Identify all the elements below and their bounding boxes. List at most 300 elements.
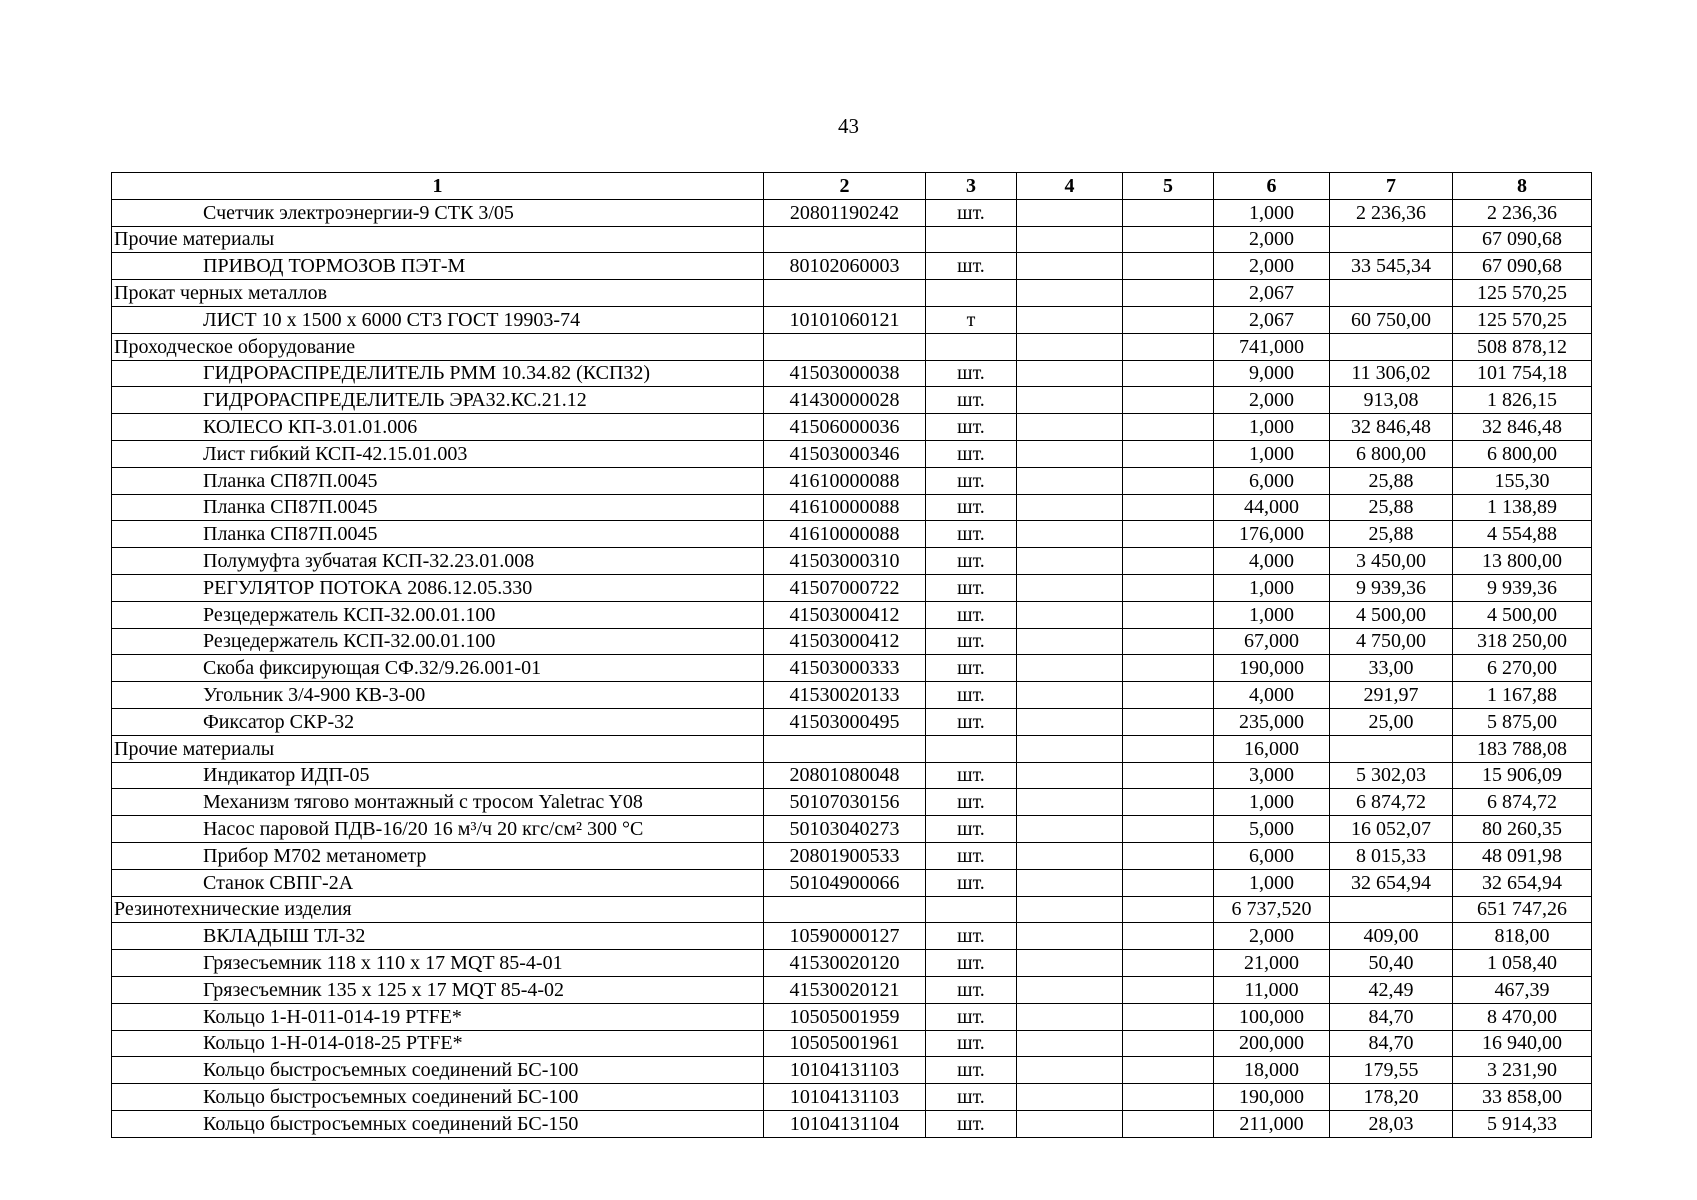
price-cell: 5 302,03: [1330, 762, 1453, 789]
col4-cell: [1017, 1084, 1123, 1111]
col4-cell: [1017, 708, 1123, 735]
total-cell: 15 906,09: [1453, 762, 1592, 789]
unit-cell: шт.: [926, 199, 1017, 226]
quantity-cell: 67,000: [1214, 628, 1330, 655]
code-cell: [764, 226, 926, 253]
unit-cell: шт.: [926, 816, 1017, 843]
price-cell: [1330, 333, 1453, 360]
col4-cell: [1017, 280, 1123, 307]
materials-table: [111, 172, 1592, 1138]
total-cell: 155,30: [1453, 467, 1592, 494]
quantity-cell: 1,000: [1214, 601, 1330, 628]
code-cell: 50104900066: [764, 869, 926, 896]
unit-cell: шт.: [926, 789, 1017, 816]
col5-cell: [1123, 655, 1214, 682]
name-cell: Кольцо быстросъемных соединений БС-150: [112, 1110, 764, 1137]
code-cell: 41506000036: [764, 414, 926, 441]
quantity-cell: 741,000: [1214, 333, 1330, 360]
col5-cell: [1123, 976, 1214, 1003]
quantity-cell: 2,067: [1214, 306, 1330, 333]
name-cell: Индикатор ИДП-05: [112, 762, 764, 789]
table-row: [112, 494, 1592, 521]
quantity-cell: 2,000: [1214, 253, 1330, 280]
name-cell: Насос паровой ПДВ-16/20 16 м³/ч 20 кгс/см² 300 °С: [112, 816, 764, 843]
table-row: [112, 708, 1592, 735]
name-cell: Кольцо 1-Н-014-018-25 PTFE*: [112, 1030, 764, 1057]
price-cell: 913,08: [1330, 387, 1453, 414]
price-cell: 32 654,94: [1330, 869, 1453, 896]
price-cell: 6 800,00: [1330, 440, 1453, 467]
price-cell: 409,00: [1330, 923, 1453, 950]
quantity-cell: 190,000: [1214, 1084, 1330, 1111]
code-cell: 41503000310: [764, 548, 926, 575]
col5-cell: [1123, 950, 1214, 977]
col5-cell: [1123, 199, 1214, 226]
col5-cell: [1123, 762, 1214, 789]
unit-cell: шт.: [926, 253, 1017, 280]
col4-cell: [1017, 655, 1123, 682]
col5-cell: [1123, 226, 1214, 253]
code-cell: 10104131103: [764, 1057, 926, 1084]
col5-cell: [1123, 708, 1214, 735]
unit-cell: [926, 333, 1017, 360]
table-row: [112, 655, 1592, 682]
quantity-cell: 1,000: [1214, 199, 1330, 226]
unit-cell: [926, 226, 1017, 253]
col5-cell: [1123, 467, 1214, 494]
code-cell: 41507000722: [764, 574, 926, 601]
col4-cell: [1017, 628, 1123, 655]
name-cell: Скоба фиксирующая СФ.32/9.26.001-01: [112, 655, 764, 682]
table-row: [112, 1110, 1592, 1137]
price-cell: 2 236,36: [1330, 199, 1453, 226]
col4-cell: [1017, 869, 1123, 896]
name-cell: Кольцо быстросъемных соединений БС-100: [112, 1057, 764, 1084]
code-cell: 10104131104: [764, 1110, 926, 1137]
unit-cell: шт.: [926, 521, 1017, 548]
table-row: [112, 521, 1592, 548]
code-cell: [764, 280, 926, 307]
page-number: 43: [838, 114, 859, 138]
unit-cell: шт.: [926, 842, 1017, 869]
price-cell: 3 450,00: [1330, 548, 1453, 575]
code-cell: [764, 896, 926, 923]
table-row: [112, 1084, 1592, 1111]
price-cell: 6 874,72: [1330, 789, 1453, 816]
quantity-cell: 2,067: [1214, 280, 1330, 307]
quantity-cell: 16,000: [1214, 735, 1330, 762]
quantity-cell: 44,000: [1214, 494, 1330, 521]
total-cell: 80 260,35: [1453, 816, 1592, 843]
price-cell: 25,88: [1330, 467, 1453, 494]
code-cell: 41530020120: [764, 950, 926, 977]
total-cell: 67 090,68: [1453, 253, 1592, 280]
price-cell: 42,49: [1330, 976, 1453, 1003]
quantity-cell: 21,000: [1214, 950, 1330, 977]
col4-cell: [1017, 253, 1123, 280]
price-cell: 60 750,00: [1330, 306, 1453, 333]
total-cell: 818,00: [1453, 923, 1592, 950]
col5-cell: [1123, 1110, 1214, 1137]
name-cell: ВКЛАДЫШ ТЛ-32: [112, 923, 764, 950]
unit-cell: шт.: [926, 950, 1017, 977]
col4-cell: [1017, 896, 1123, 923]
quantity-cell: 190,000: [1214, 655, 1330, 682]
quantity-cell: 3,000: [1214, 762, 1330, 789]
name-cell: КОЛЕСО КП-3.01.01.006: [112, 414, 764, 441]
name-cell: Прибор М702 метанометр: [112, 842, 764, 869]
total-cell: 101 754,18: [1453, 360, 1592, 387]
col5-cell: [1123, 360, 1214, 387]
col5-cell: [1123, 494, 1214, 521]
table-row: [112, 387, 1592, 414]
quantity-cell: 4,000: [1214, 682, 1330, 709]
col4-cell: [1017, 923, 1123, 950]
total-cell: 8 470,00: [1453, 1003, 1592, 1030]
group-row: [112, 896, 1592, 923]
code-cell: 41610000088: [764, 521, 926, 548]
col4-cell: [1017, 521, 1123, 548]
col5-cell: [1123, 440, 1214, 467]
quantity-cell: 5,000: [1214, 816, 1330, 843]
total-cell: 125 570,25: [1453, 280, 1592, 307]
unit-cell: [926, 896, 1017, 923]
column-header: 7: [1330, 173, 1453, 200]
col4-cell: [1017, 789, 1123, 816]
price-cell: 25,88: [1330, 521, 1453, 548]
total-cell: 1 138,89: [1453, 494, 1592, 521]
name-cell: Грязесъемник 118 х 110 х 17 MQT 85-4-01: [112, 950, 764, 977]
total-cell: 1 167,88: [1453, 682, 1592, 709]
name-cell: Лист гибкий КСП-42.15.01.003: [112, 440, 764, 467]
name-cell: Механизм тягово монтажный с тросом Yaletrac Y08: [112, 789, 764, 816]
price-cell: 11 306,02: [1330, 360, 1453, 387]
col4-cell: [1017, 548, 1123, 575]
table-row: [112, 414, 1592, 441]
name-cell: Кольцо быстросъемных соединений БС-100: [112, 1084, 764, 1111]
col5-cell: [1123, 601, 1214, 628]
name-cell: Кольцо 1-Н-011-014-19 PTFE*: [112, 1003, 764, 1030]
price-cell: [1330, 226, 1453, 253]
table-row: [112, 682, 1592, 709]
price-cell: 25,00: [1330, 708, 1453, 735]
unit-cell: шт.: [926, 628, 1017, 655]
table-row: [112, 950, 1592, 977]
price-cell: [1330, 280, 1453, 307]
quantity-cell: 235,000: [1214, 708, 1330, 735]
group-row: [112, 280, 1592, 307]
unit-cell: шт.: [926, 360, 1017, 387]
col4-cell: [1017, 226, 1123, 253]
code-cell: 50107030156: [764, 789, 926, 816]
col4-cell: [1017, 1003, 1123, 1030]
col4-cell: [1017, 574, 1123, 601]
table-row: [112, 869, 1592, 896]
quantity-cell: 100,000: [1214, 1003, 1330, 1030]
table-row: [112, 816, 1592, 843]
col5-cell: [1123, 628, 1214, 655]
col5-cell: [1123, 923, 1214, 950]
code-cell: [764, 735, 926, 762]
col5-cell: [1123, 1030, 1214, 1057]
total-cell: 5 875,00: [1453, 708, 1592, 735]
price-cell: 16 052,07: [1330, 816, 1453, 843]
column-header: 6: [1214, 173, 1330, 200]
col5-cell: [1123, 1003, 1214, 1030]
total-cell: 1 058,40: [1453, 950, 1592, 977]
name-cell: Прочие материалы: [112, 735, 764, 762]
table-row: [112, 360, 1592, 387]
group-row: [112, 735, 1592, 762]
table-header-row: [112, 173, 1592, 200]
table-row: [112, 923, 1592, 950]
total-cell: 4 500,00: [1453, 601, 1592, 628]
name-cell: Прочие материалы: [112, 226, 764, 253]
total-cell: 5 914,33: [1453, 1110, 1592, 1137]
unit-cell: шт.: [926, 762, 1017, 789]
price-cell: 4 500,00: [1330, 601, 1453, 628]
name-cell: Прокат черных металлов: [112, 280, 764, 307]
unit-cell: шт.: [926, 976, 1017, 1003]
quantity-cell: 1,000: [1214, 440, 1330, 467]
code-cell: 41503000333: [764, 655, 926, 682]
code-cell: 10104131103: [764, 1084, 926, 1111]
price-cell: 33 545,34: [1330, 253, 1453, 280]
unit-cell: шт.: [926, 869, 1017, 896]
code-cell: 41530020121: [764, 976, 926, 1003]
name-cell: Грязесъемник 135 х 125 х 17 MQT 85-4-02: [112, 976, 764, 1003]
unit-cell: шт.: [926, 548, 1017, 575]
code-cell: 10505001959: [764, 1003, 926, 1030]
col5-cell: [1123, 548, 1214, 575]
col4-cell: [1017, 816, 1123, 843]
unit-cell: шт.: [926, 440, 1017, 467]
price-cell: 84,70: [1330, 1003, 1453, 1030]
code-cell: 41610000088: [764, 467, 926, 494]
quantity-cell: 2,000: [1214, 923, 1330, 950]
price-cell: 33,00: [1330, 655, 1453, 682]
total-cell: 33 858,00: [1453, 1084, 1592, 1111]
unit-cell: шт.: [926, 467, 1017, 494]
table-row: [112, 574, 1592, 601]
table-row: [112, 306, 1592, 333]
unit-cell: шт.: [926, 574, 1017, 601]
price-cell: [1330, 896, 1453, 923]
unit-cell: шт.: [926, 414, 1017, 441]
name-cell: ПРИВОД ТОРМОЗОВ ПЭТ-М: [112, 253, 764, 280]
code-cell: 10505001961: [764, 1030, 926, 1057]
name-cell: ГИДРОРАСПРЕДЕЛИТЕЛЬ ЭРА32.КС.21.12: [112, 387, 764, 414]
quantity-cell: 211,000: [1214, 1110, 1330, 1137]
code-cell: 41503000412: [764, 601, 926, 628]
col4-cell: [1017, 762, 1123, 789]
col5-cell: [1123, 789, 1214, 816]
total-cell: 13 800,00: [1453, 548, 1592, 575]
quantity-cell: 200,000: [1214, 1030, 1330, 1057]
col4-cell: [1017, 976, 1123, 1003]
unit-cell: т: [926, 306, 1017, 333]
price-cell: 25,88: [1330, 494, 1453, 521]
total-cell: 1 826,15: [1453, 387, 1592, 414]
unit-cell: [926, 735, 1017, 762]
unit-cell: шт.: [926, 1003, 1017, 1030]
col5-cell: [1123, 253, 1214, 280]
col4-cell: [1017, 306, 1123, 333]
name-cell: ГИДРОРАСПРЕДЕЛИТЕЛЬ РММ 10.34.82 (КСП32): [112, 360, 764, 387]
code-cell: 41503000346: [764, 440, 926, 467]
unit-cell: шт.: [926, 1110, 1017, 1137]
total-cell: 6 874,72: [1453, 789, 1592, 816]
col5-cell: [1123, 1084, 1214, 1111]
col4-cell: [1017, 199, 1123, 226]
code-cell: 41503000412: [764, 628, 926, 655]
total-cell: 467,39: [1453, 976, 1592, 1003]
quantity-cell: 6,000: [1214, 842, 1330, 869]
unit-cell: [926, 280, 1017, 307]
total-cell: 183 788,08: [1453, 735, 1592, 762]
column-header: 5: [1123, 173, 1214, 200]
code-cell: 41610000088: [764, 494, 926, 521]
total-cell: 32 654,94: [1453, 869, 1592, 896]
quantity-cell: 1,000: [1214, 789, 1330, 816]
table-row: [112, 440, 1592, 467]
group-row: [112, 226, 1592, 253]
col5-cell: [1123, 896, 1214, 923]
table-row: [112, 976, 1592, 1003]
quantity-cell: 9,000: [1214, 360, 1330, 387]
col5-cell: [1123, 333, 1214, 360]
total-cell: 318 250,00: [1453, 628, 1592, 655]
quantity-cell: 1,000: [1214, 869, 1330, 896]
column-header: 2: [764, 173, 926, 200]
table-row: [112, 467, 1592, 494]
col4-cell: [1017, 1057, 1123, 1084]
total-cell: 6 800,00: [1453, 440, 1592, 467]
unit-cell: шт.: [926, 494, 1017, 521]
name-cell: РЕГУЛЯТОР ПОТОКА 2086.12.05.330: [112, 574, 764, 601]
col5-cell: [1123, 521, 1214, 548]
col5-cell: [1123, 735, 1214, 762]
total-cell: 6 270,00: [1453, 655, 1592, 682]
col4-cell: [1017, 440, 1123, 467]
total-cell: 508 878,12: [1453, 333, 1592, 360]
unit-cell: шт.: [926, 655, 1017, 682]
quantity-cell: 11,000: [1214, 976, 1330, 1003]
column-header: 4: [1017, 173, 1123, 200]
code-cell: 20801900533: [764, 842, 926, 869]
col5-cell: [1123, 816, 1214, 843]
name-cell: Проходческое оборудование: [112, 333, 764, 360]
price-cell: 84,70: [1330, 1030, 1453, 1057]
name-cell: Резцедержатель КСП-32.00.01.100: [112, 601, 764, 628]
name-cell: ЛИСТ 10 х 1500 х 6000 СТ3 ГОСТ 19903-74: [112, 306, 764, 333]
total-cell: 125 570,25: [1453, 306, 1592, 333]
name-cell: Планка СП87П.0045: [112, 467, 764, 494]
total-cell: 3 231,90: [1453, 1057, 1592, 1084]
col5-cell: [1123, 387, 1214, 414]
quantity-cell: 2,000: [1214, 387, 1330, 414]
name-cell: Фиксатор СКР-32: [112, 708, 764, 735]
code-cell: 10590000127: [764, 923, 926, 950]
table-row: [112, 789, 1592, 816]
col4-cell: [1017, 1110, 1123, 1137]
col5-cell: [1123, 842, 1214, 869]
total-cell: 2 236,36: [1453, 199, 1592, 226]
name-cell: Планка СП87П.0045: [112, 494, 764, 521]
col4-cell: [1017, 333, 1123, 360]
total-cell: 16 940,00: [1453, 1030, 1592, 1057]
quantity-cell: 1,000: [1214, 414, 1330, 441]
name-cell: Полумуфта зубчатая КСП-32.23.01.008: [112, 548, 764, 575]
unit-cell: шт.: [926, 1057, 1017, 1084]
price-cell: 9 939,36: [1330, 574, 1453, 601]
unit-cell: шт.: [926, 923, 1017, 950]
code-cell: 41503000038: [764, 360, 926, 387]
table-row: [112, 628, 1592, 655]
col4-cell: [1017, 414, 1123, 441]
quantity-cell: 2,000: [1214, 226, 1330, 253]
name-cell: Резцедержатель КСП-32.00.01.100: [112, 628, 764, 655]
price-cell: [1330, 735, 1453, 762]
column-header: 1: [112, 173, 764, 200]
code-cell: 50103040273: [764, 816, 926, 843]
table-row: [112, 842, 1592, 869]
quantity-cell: 4,000: [1214, 548, 1330, 575]
total-cell: 67 090,68: [1453, 226, 1592, 253]
name-cell: Счетчик электроэнергии-9 СТК 3/05: [112, 199, 764, 226]
total-cell: 32 846,48: [1453, 414, 1592, 441]
name-cell: Резинотехнические изделия: [112, 896, 764, 923]
code-cell: 10101060121: [764, 306, 926, 333]
table-body: [112, 199, 1592, 1137]
group-row: [112, 333, 1592, 360]
code-cell: 80102060003: [764, 253, 926, 280]
col5-cell: [1123, 414, 1214, 441]
col4-cell: [1017, 360, 1123, 387]
col5-cell: [1123, 869, 1214, 896]
unit-cell: шт.: [926, 708, 1017, 735]
col5-cell: [1123, 1057, 1214, 1084]
col4-cell: [1017, 735, 1123, 762]
col4-cell: [1017, 467, 1123, 494]
table-row: [112, 1030, 1592, 1057]
quantity-cell: 6,000: [1214, 467, 1330, 494]
price-cell: 4 750,00: [1330, 628, 1453, 655]
table-row: [112, 762, 1592, 789]
col4-cell: [1017, 842, 1123, 869]
unit-cell: шт.: [926, 1084, 1017, 1111]
quantity-cell: 18,000: [1214, 1057, 1330, 1084]
table-row: [112, 1003, 1592, 1030]
col5-cell: [1123, 280, 1214, 307]
price-cell: 8 015,33: [1330, 842, 1453, 869]
code-cell: 41430000028: [764, 387, 926, 414]
quantity-cell: 6 737,520: [1214, 896, 1330, 923]
total-cell: 4 554,88: [1453, 521, 1592, 548]
unit-cell: шт.: [926, 387, 1017, 414]
code-cell: 41503000495: [764, 708, 926, 735]
column-header: 3: [926, 173, 1017, 200]
col5-cell: [1123, 574, 1214, 601]
name-cell: Планка СП87П.0045: [112, 521, 764, 548]
table-row: [112, 253, 1592, 280]
col4-cell: [1017, 1030, 1123, 1057]
total-cell: 48 091,98: [1453, 842, 1592, 869]
quantity-cell: 1,000: [1214, 574, 1330, 601]
price-cell: 179,55: [1330, 1057, 1453, 1084]
unit-cell: шт.: [926, 601, 1017, 628]
table-row: [112, 601, 1592, 628]
